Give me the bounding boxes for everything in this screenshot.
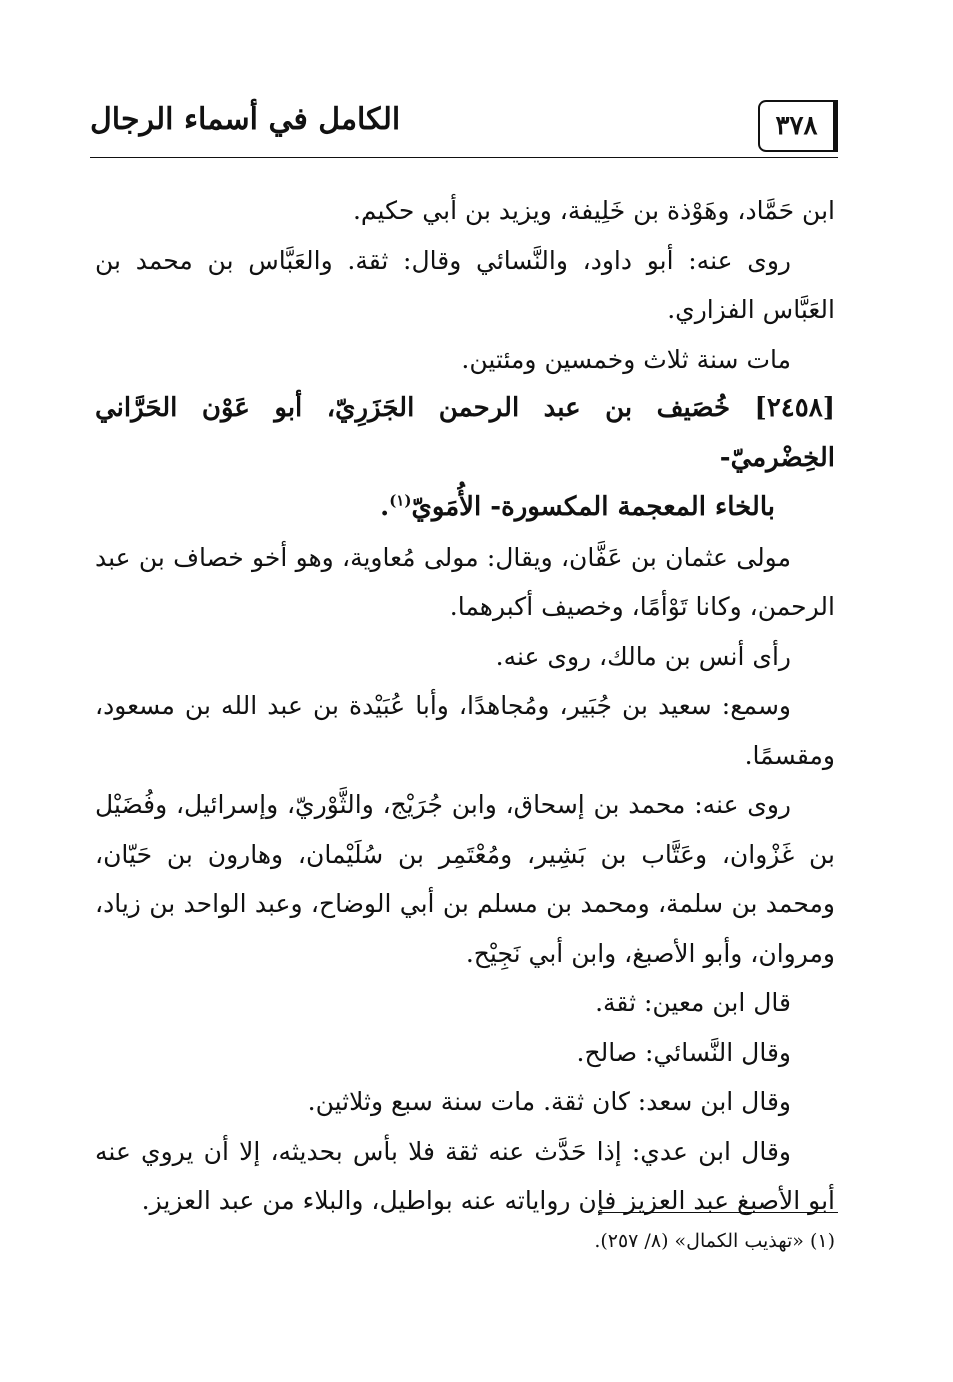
paragraph: رأى أنس بن مالك، روى عنه. [495, 641, 791, 671]
paragraph: روى عنه: محمد بن إسحاق، وابن جُرَيْج، والثَّوْريّ، وإسرائيل، وفُضَيْل بن غَزْوان، وعَتَّاب بن بَشِير، ومُعْتَمِر بن سُلَيْمان، وهارون بن حَيّان، ومحمد بن سلمة، ومحمد بن مسلم بن أبي الوضاح، وعبد الواحد بن زياد، ومروان، وأبو الأصبغ، وابن أبي نَجِيْح. [95, 790, 835, 968]
footnote: (١) «تهذيب الكمال» (٨/ ٢٥٧). [594, 1230, 835, 1252]
footnote-reference[interactable]: (١) [389, 491, 412, 510]
entry-number: [٢٤٥٨] [754, 393, 835, 423]
paragraph: روى عنه: أبو داود، والنَّسائي وقال: ثقة. والعَبَّاس بن محمد بن العَبَّاس الفزاري. [95, 245, 835, 324]
entry-heading [95, 384, 835, 533]
page-header [90, 100, 838, 160]
page-number: ٣٧٨ [758, 100, 838, 152]
paragraph: مات سنة ثلاث وخمسين ومئتين. [461, 344, 791, 374]
header-divider [90, 157, 838, 158]
paragraph: وقال النَّسائي: صالح. [576, 1037, 791, 1067]
paragraph: وسمع: سعيد بن جُبَير، ومُجاهدًا، وأبا عُبَيْدة بن عبد الله بن مسعود، ومقسمًا. [95, 691, 835, 770]
entry-nisba: بالخاء المعجمة المكسورة- الأُمَويّ [411, 492, 775, 522]
paragraph: وقال ابن سعد: كان ثقة. مات سنة سبع وثلاثين. [307, 1087, 791, 1116]
paragraph: وقال ابن عدي: إذا حَدَّث عنه ثقة فلا بأس بحديثه، إلا أن يروي عنه أبو الأصبغ عبد العزيز فإن رواياته عنه بواطيل، والبلاء من عبد العزيز. [95, 1136, 835, 1215]
paragraph: ابن حَمَّاد، وهَوْذة بن خَلِيفة، ويزيد بن أبي حكيم. [352, 196, 835, 225]
entry-end-mark: . [380, 492, 390, 522]
paragraph: مولى عثمان بن عَفَّان، ويقال: مولى مُعاوية، وهو أخو خصاف بن عبد الرحمن، وكانا تَوْأمًا، وخصيف أكبرهما. [95, 542, 835, 621]
entry-name-continued [95, 483, 835, 533]
paragraph: قال ابن معين: ثقة. [595, 988, 791, 1017]
running-title: الكامل في أسماء الرجال [90, 102, 401, 137]
entry-name: خُصَيف بن عبد الرحمن الجَزَرِيّ، أبو عَوْن الحَرَّاني الخِضْرميّ- [95, 393, 835, 473]
footnote-divider [598, 1212, 838, 1213]
main-text [95, 186, 835, 1226]
